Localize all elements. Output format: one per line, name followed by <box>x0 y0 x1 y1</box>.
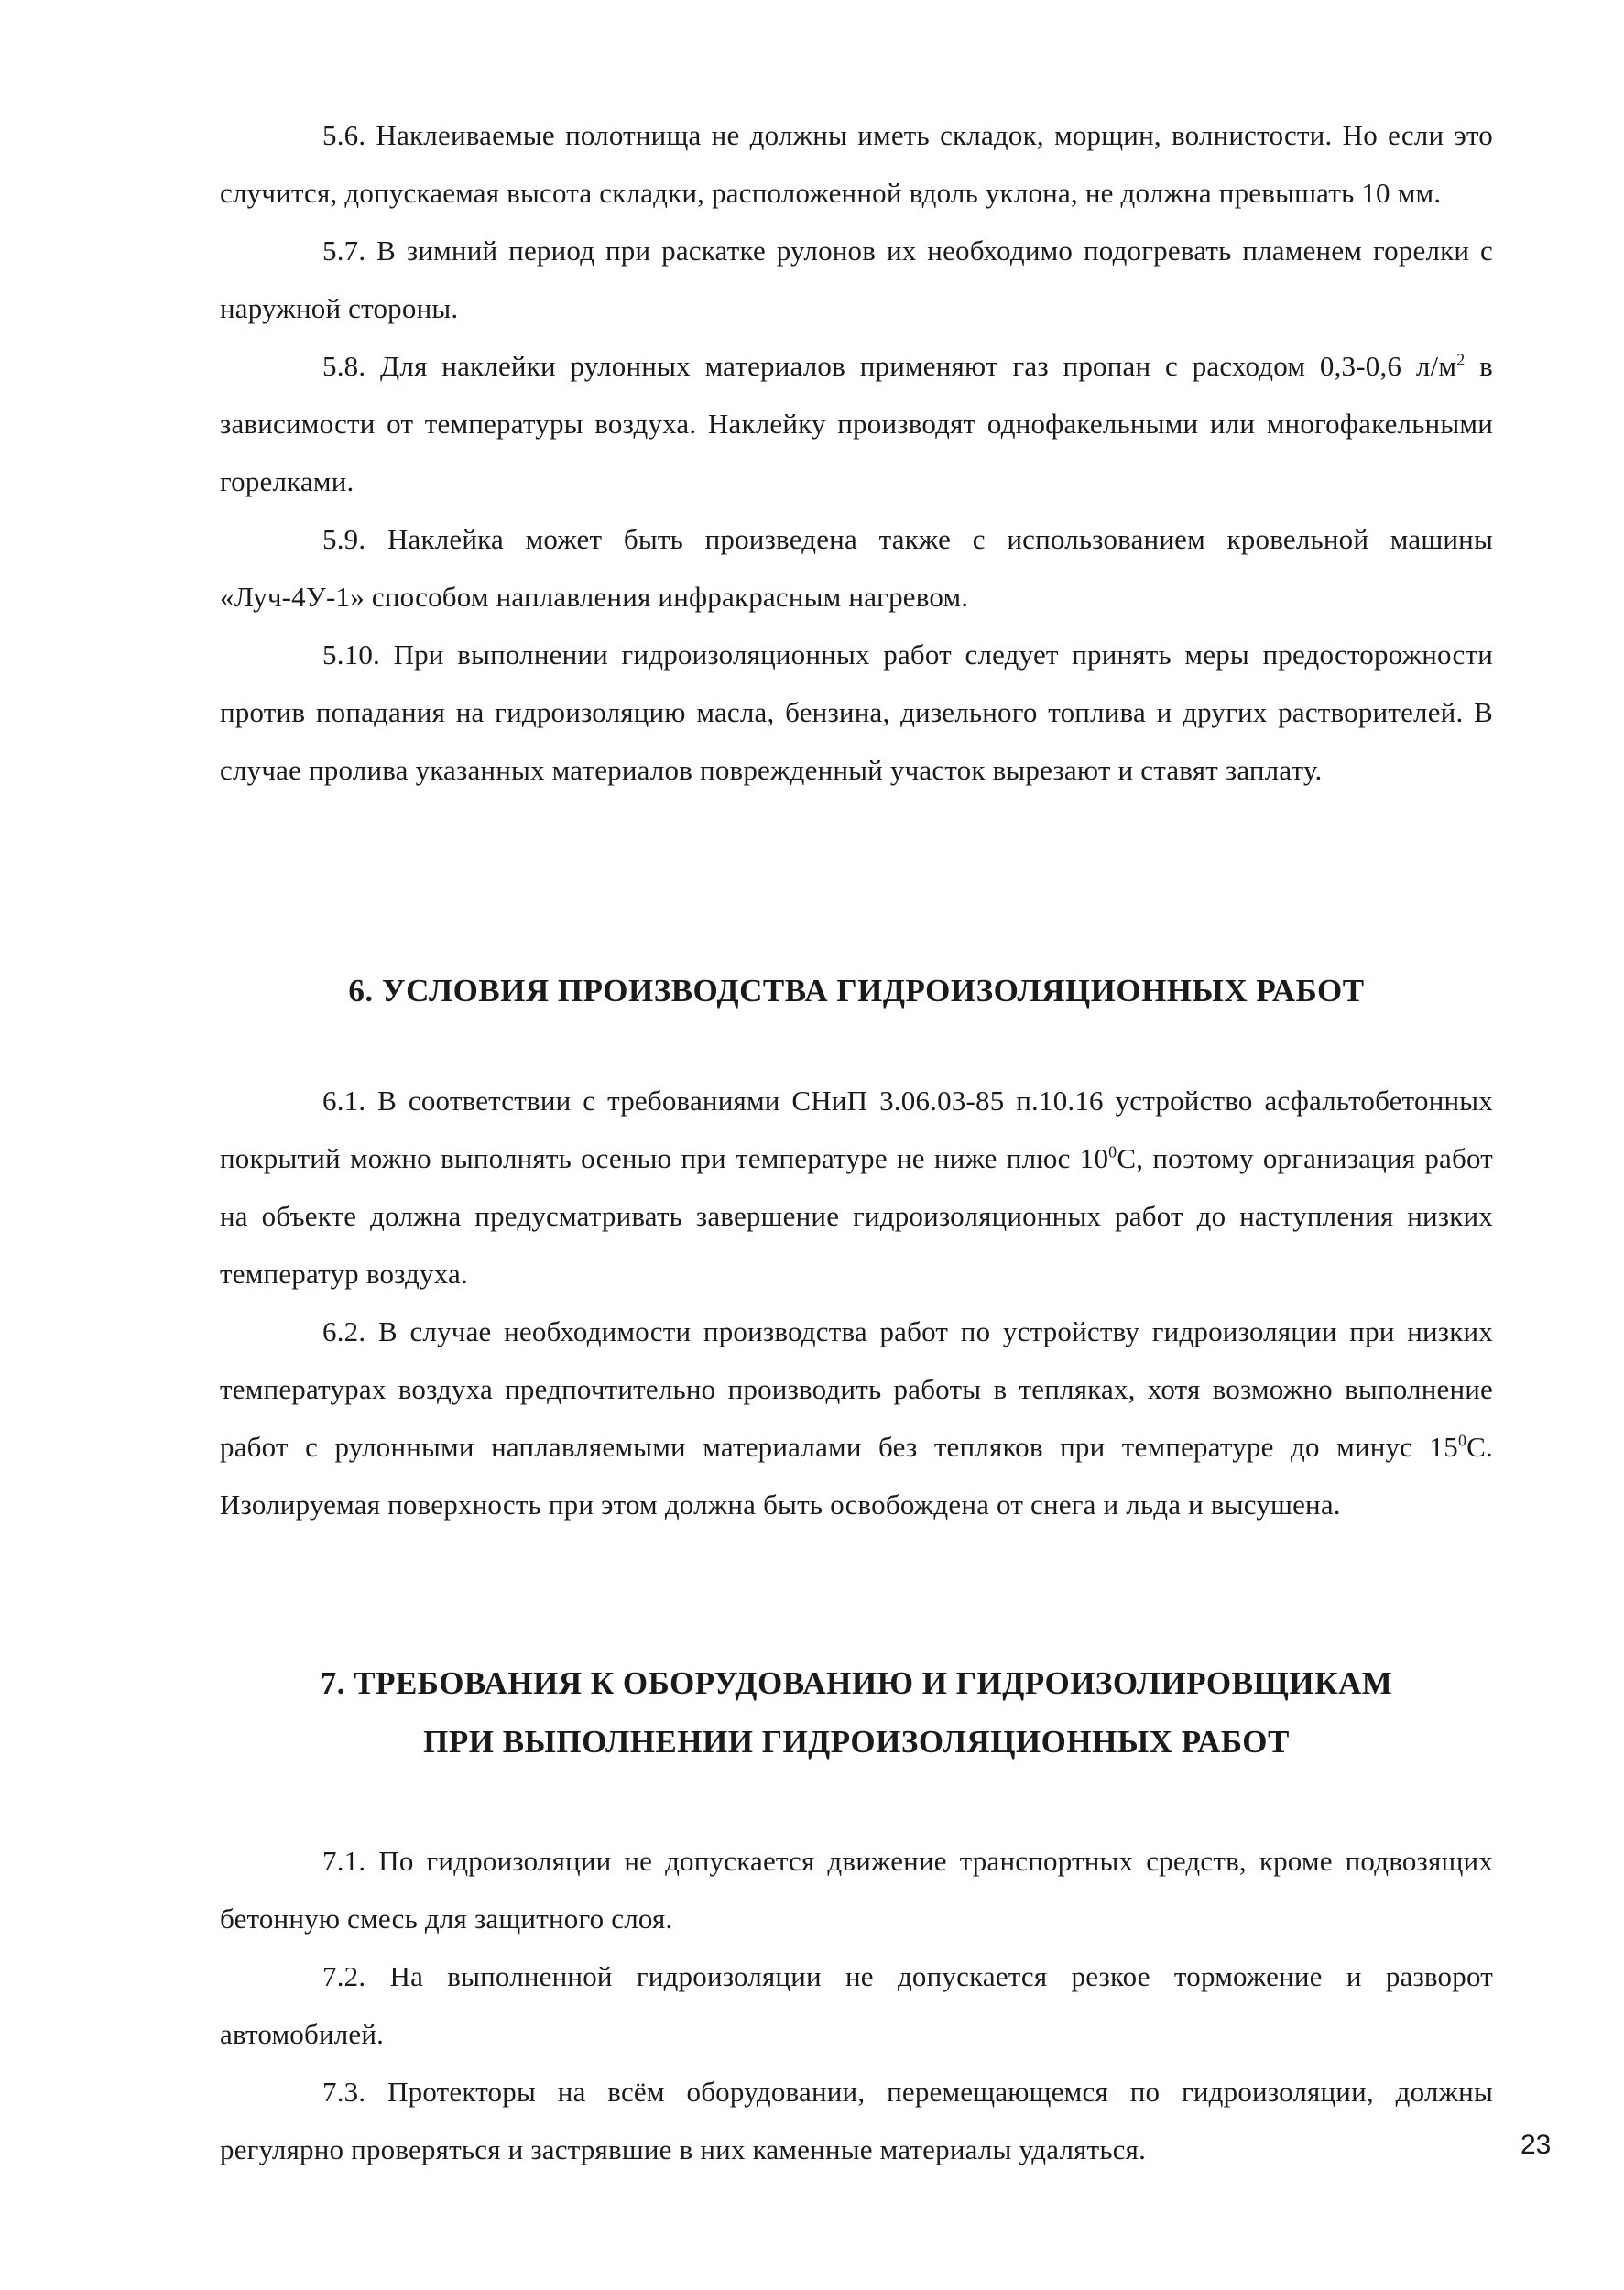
paragraph-5-9: 5.9. Наклейка может быть произведена также с использованием кровельной машины «Луч-4У-1» способом наплавления инфракрасным нагревом. <box>220 523 1493 613</box>
section-7-heading-line-2: ПРИ ВЫПОЛНЕНИИ ГИДРОИЗОЛЯЦИОННЫХ РАБОТ <box>423 1724 1290 1760</box>
section-6-body <box>220 1072 1493 1533</box>
section-7-body <box>220 1832 1493 2178</box>
paragraph-5-10: 5.10. При выполнении гидроизоляционных работ следует принять меры предосторожности против попадания на гидроизоляцию масла, бензина, дизельного топлива и других растворителей. В случае пролива указанных материалов поврежденный участок вырезают и ставят заплату. <box>220 638 1493 786</box>
paragraph-7-2: 7.2. На выполненной гидроизоляции не допускается резкое торможение и разворот автомобилей. <box>220 1960 1493 2050</box>
section-7-heading-line-1: 7. ТРЕБОВАНИЯ К ОБОРУДОВАНИЮ И ГИДРОИЗОЛИРОВЩИКАМ <box>320 1665 1393 1701</box>
section-6-heading-text: 6. УСЛОВИЯ ПРОИЗВОДСТВА ГИДРОИЗОЛЯЦИОННЫХ РАБОТ <box>348 973 1365 1009</box>
paragraph-6-2-text-b: С. Изолируемая поверхность при этом должна быть освобождена от снега и льда и высушена. <box>220 1431 1493 1521</box>
paragraph-5-7: 5.7. В зимний период при раскатке рулонов их необходимо подогревать пламенем горелки с наружной стороны. <box>220 234 1493 324</box>
page-number: 23 <box>1520 2130 1552 2160</box>
section-6-heading <box>220 962 1493 1020</box>
superscript-degree: 0 <box>1108 1142 1117 1161</box>
paragraph-5-8-text-a: 5.8. Для наклейки рулонных материалов применяют газ пропан с расходом 0,3-0,6 л/м <box>322 350 1457 382</box>
superscript-squared: 2 <box>1456 350 1466 369</box>
paragraph-5-8 <box>220 337 1493 510</box>
paragraph-5-6: 5.6. Наклеиваемые полотнища не должны иметь складок, морщин, волнистости. Но если это случится, допускаемая высота складки, расположенной вдоль уклона, не должна превышать 10 мм. <box>220 119 1493 209</box>
superscript-degree: 0 <box>1457 1431 1467 1450</box>
paragraph-7-3: 7.3. Протекторы на всём оборудовании, перемещающемся по гидроизоляции, должны регулярно проверяться и застрявшие в них каменные материалы удаляться. <box>220 2076 1493 2165</box>
paragraph-5-8-text-b: в зависимости от температуры воздуха. Наклейку производят однофакельными или многофакельными горелками. <box>220 350 1493 497</box>
paragraph-7-1: 7.1. По гидроизоляции не допускается движение транспортных средств, кроме подвозящих бетонную смесь для защитного слоя. <box>220 1845 1493 1935</box>
section-7-heading <box>220 1654 1493 1772</box>
paragraph-6-1-text-a: 6.1. В соответствии с требованиями СНиП 3.06.03-85 п.10.16 устройство асфальтобетонных покрытий можно выполнять осенью при температуре не ниже плюс 10 <box>220 1085 1493 1174</box>
paragraph-6-2-text-a: 6.2. В случае необходимости производства работ по устройству гидроизоляции при низких температурах воздуха предпочтительно производить работы в тепляках, хотя возможно выполнение работ с рулонными наплавляемыми материалами без тепляков при температуре до минус 15 <box>220 1315 1493 1463</box>
paragraph-6-2 <box>220 1303 1493 1533</box>
section-5-continuation <box>220 106 1493 799</box>
paragraph-6-1 <box>220 1072 1493 1303</box>
paragraph-6-1-text-b: С, поэтому организация работ на объекте должна предусматривать завершение гидроизоляционных работ до наступления низких температур воздуха. <box>220 1142 1493 1290</box>
